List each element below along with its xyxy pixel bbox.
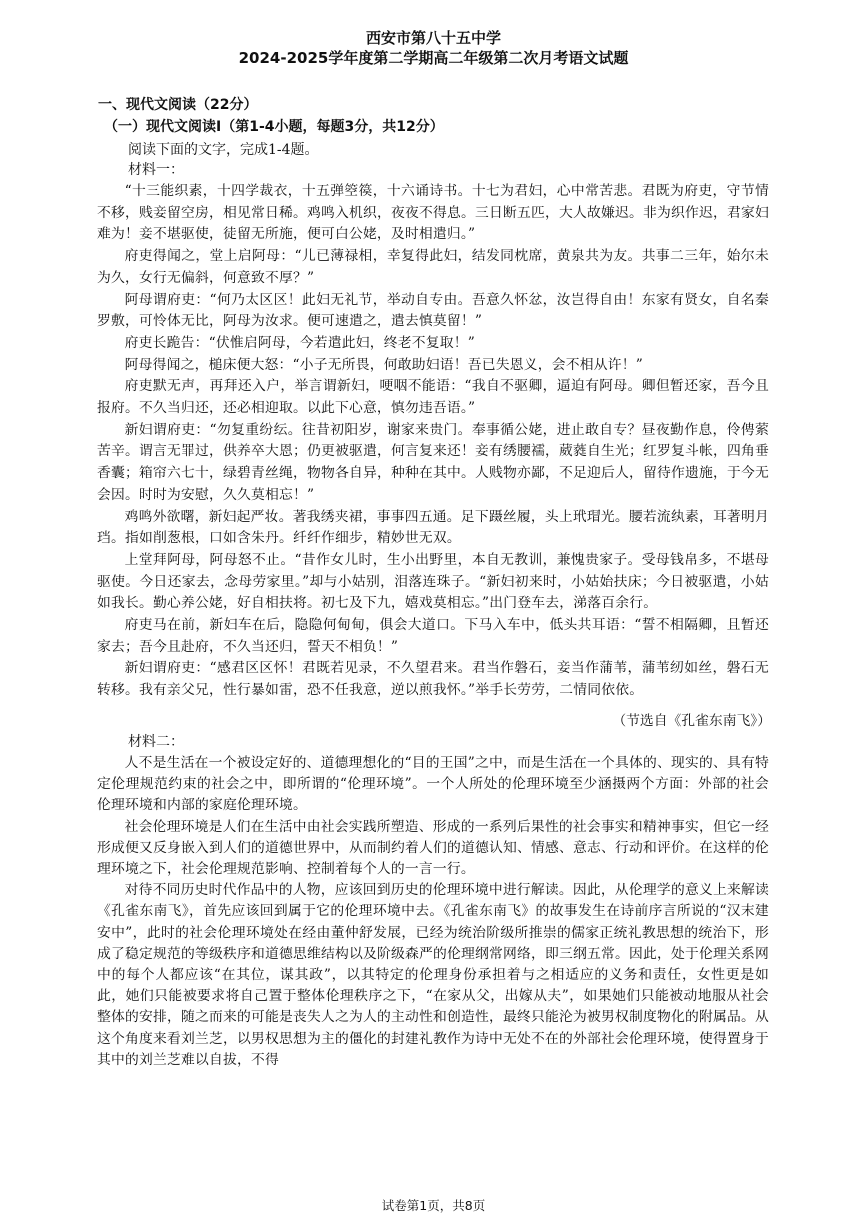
page-footer: 试卷第1页，共8页	[381, 1198, 486, 1213]
paragraph: 社会伦理环境是人们在生活中由社会实践所塑造、形成的一系列后果性的社会事实和精神事实，但它一经形成便又反身嵌入到人们的道德世界中，从而制约着人们的道德认知、情感、意志、行动和评价。在这样的伦理环境之下，社会伦理规范影响、控制着每个人的一言一行。	[97, 818, 769, 878]
reading-instruction: 阅读下面的文字，完成1-4题。	[128, 142, 319, 158]
subsection-heading: （一）现代文阅读Ⅰ（第1-4小题，每题3分，共12分）	[104, 119, 444, 135]
source-citation: （节选自《孔雀东南飞》）	[612, 713, 771, 729]
school-name: 西安市第八十五中学	[365, 29, 501, 47]
exam-title: 2024-2025学年度第二学期高二年级第二次月考语文试题	[238, 49, 629, 67]
paragraph: 鸡鸣外欲曙，新妇起严妆。著我绣夹裙，事事四五通。足下蹑丝履，头上玳瑁光。腰若流纨素，耳著明月珰。指如削葱根，口如含朱丹。纤纤作细步，精妙世无双。	[97, 508, 769, 547]
material2-label: 材料二：	[128, 734, 184, 750]
paragraph: 府吏长跪告：“伏惟启阿母，今若遣此妇，终老不复取！”	[124, 334, 476, 351]
paragraph: 新妇谓府吏：“感君区区怀！君既若见录，不久望君来。君当作磐石，妾当作蒲苇，蒲苇纫如丝，磐石无转移。我有亲父兄，性行暴如雷，恐不任我意，逆以煎我怀。”举手长劳劳，二情同依依。	[97, 660, 769, 699]
paragraph: 府吏马在前，新妇车在后，隐隐何甸甸，俱会大道口。下马入车中，低头共耳语：“誓不相隔卿，且暂还家去；吾今且赴府，不久当还归，誓天不相负！”	[97, 617, 769, 655]
paragraph: 府吏默无声，再拜还入户，举言谓新妇，哽咽不能语：“我自不驱卿，逼迫有阿母。卿但暂还家，吾今且报府。不久当归还，还必相迎取。以此下心意，慎勿违吾语。”	[97, 378, 769, 417]
material2-text	[97, 753, 769, 1071]
section-heading: 一、现代文阅读（22分）	[98, 97, 258, 113]
paragraph: 人不是生活在一个被设定好的、道德理想化的“目的王国”之中，而是生活在一个具体的、现实的、具有特定伦理规范约束的社会之中，即所谓的“伦理环境”。一个人所处的伦理环境至少涵摄两个方面：外部的社会伦理环境和内部的家庭伦理环境。	[97, 755, 769, 814]
paragraph: 府吏得闻之，堂上启阿母：“儿已薄禄相，幸复得此妇，结发同枕席，黄泉共为友。共事二三年，始尔未为久，女行无偏斜，何意致不厚？”	[97, 248, 769, 286]
material1-label: 材料一：	[128, 162, 184, 178]
material1-text	[97, 181, 769, 702]
paragraph: 阿母得闻之，槌床便大怒：“小子无所畏，何敢助妇语！吾已失恩义，会不相从许！”	[124, 356, 643, 373]
paragraph: “十三能织素，十四学裁衣，十五弹箜篌，十六诵诗书。十七为君妇，心中常苦悲。君既为府吏，守节情不移，贱妾留空房，相见常日稀。鸡鸣入机织，夜夜不得息。三日断五匹，大人故嫌迟。非为织作迟，君家妇难为！妾不堪驱使，徒留无所施，便可白公姥，及时相遣归。”	[97, 183, 769, 243]
paragraph: 对待不同历史时代作品中的人物，应该回到历史的伦理环境中进行解读。因此，从伦理学的意义上来解读《孔雀东南飞》，首先应该回到属于它的伦理环境中去。《孔雀东南飞》的故事发生在诗前序言所说的“汉末建安中”，此时的社会伦理环境处在经由董仲舒发展，已经为统治阶级所推崇的儒家正统礼教思想的统治下，形成了稳定规范的等级秩序和道德思维结构以及阶级森严的伦理纲常网络，即三纲五常。因此，处于伦理关系网中的每个人都应该“在其位，谋其政”，以其特定的伦理身份承担着与之相适应的义务和责任，女性更是如此，她们只能被要求将自己置于整体伦理秩序之下，“在家从父，出嫁从夫”，如果她们只能被动地服从社会整体的安排，随之而来的可能是丧失人之为人的主动性和创造性，最终只能沦为被男权制度物化的附属品。从这个角度来看刘兰芝，以男权思想为主的僵化的封建礼教作为诗中无处不在的外部社会伦理环境，使得置身于其中的刘兰芝难以自拔，不得	[97, 882, 769, 1068]
paragraph: 阿母谓府吏：“何乃太区区！此妇无礼节，举动自专由。吾意久怀忿，汝岂得自由！东家有贤女，自名秦罗敷，可怜体无比，阿母为汝求。便可速遣之，遣去慎莫留！”	[97, 291, 769, 330]
paragraph: 新妇谓府吏：“勿复重纷纭。往昔初阳岁，谢家来贵门。奉事循公姥，进止敢自专？昼夜勤作息，伶俜萦苦辛。谓言无罪过，供养卒大恩；仍更被驱遣，何言复来还！妾有绣腰襦，葳蕤自生光；红罗复斗帐，四角垂香囊；箱帘六七十，绿碧青丝绳，物物各自异，种种在其中。人贱物亦鄙，不足迎后人，留待作遗施，于今无会因。时时为安慰，久久莫相忘！”	[97, 421, 769, 503]
paragraph: 上堂拜阿母，阿母怒不止。“昔作女儿时，生小出野里，本自无教训，兼愧贵家子。受母钱帛多，不堪母驱使。今日还家去，念母劳家里。”却与小姑别，泪落连珠子。“新妇初来时，小姑始扶床；今日被驱遣，小姑如我长。勤心养公姥，好自相扶将。初七及下九，嬉戏莫相忘。”出门登车去，涕落百余行。	[97, 551, 769, 612]
